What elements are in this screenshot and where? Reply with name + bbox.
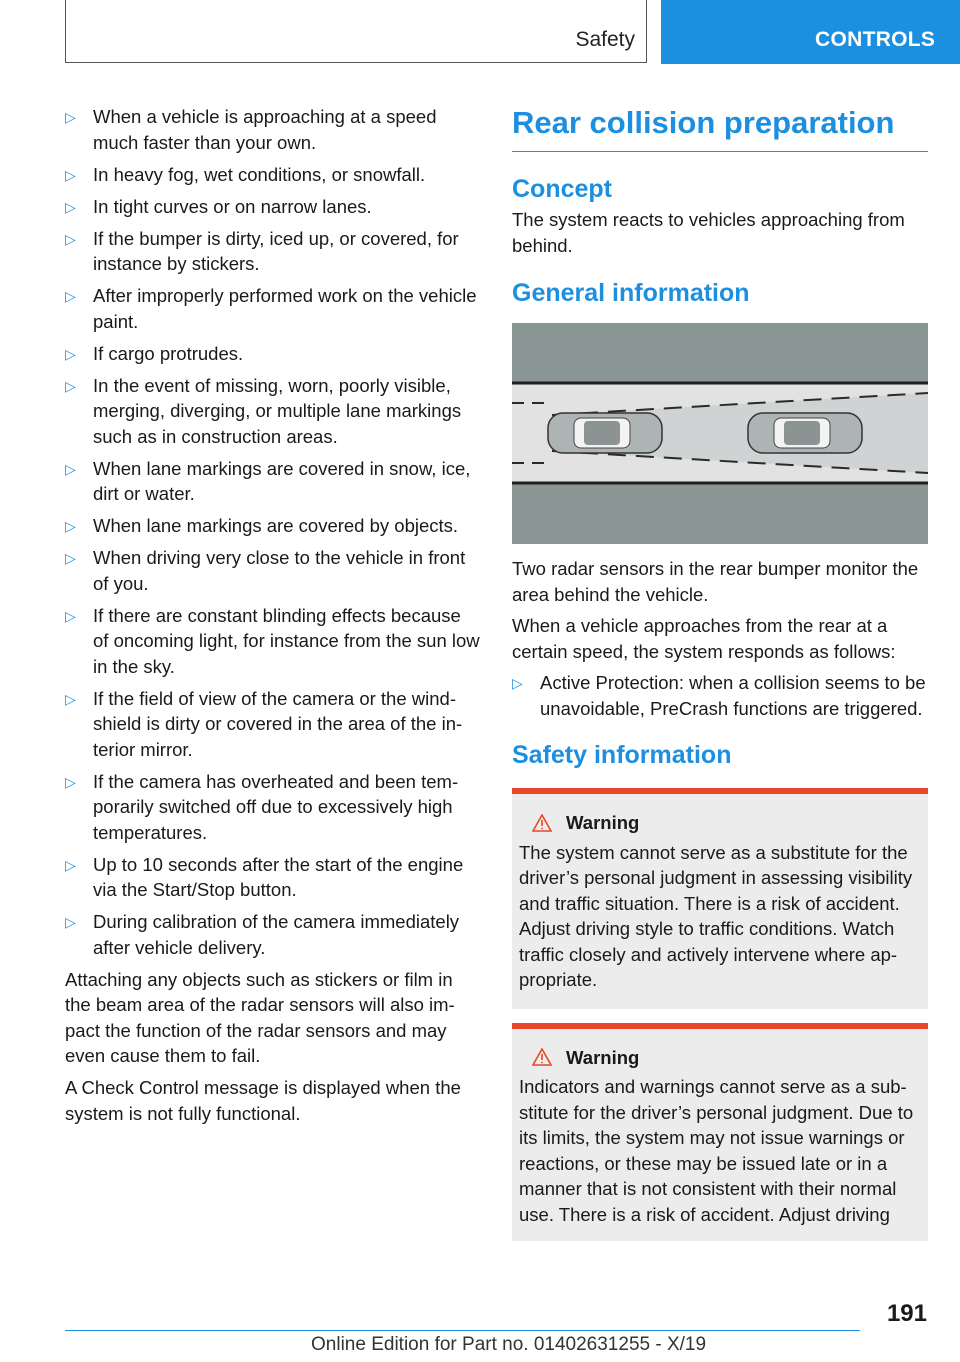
radar-objects-paragraph: Attaching any objects such as stickers or film in the beam area of the radar sensors will also impact the function of the radar sensors and may even cause them to fail. <box>65 968 455 1066</box>
list-item: ▷ Up to 10 seconds after the start of the engine via the Start/Stop button. <box>65 853 464 900</box>
chapter-tab <box>661 0 960 64</box>
list-item: ▷ When lane markings are covered by objects. <box>65 513 481 539</box>
footer-divider <box>65 1330 860 1331</box>
rear-car-icon <box>548 413 662 453</box>
triangle-bullet-icon: ▷ <box>65 198 76 215</box>
triangle-bullet-icon: ▷ <box>65 773 76 790</box>
left-column <box>65 104 481 1133</box>
header-frame <box>65 0 647 63</box>
list-item: ▷ If the bumper is dirty, iced up, or covered, for instance by stickers. <box>65 227 459 274</box>
triangle-bullet-icon: ▷ <box>65 690 76 707</box>
list-item: ▷ When driving very close to the vehicle in front of you. <box>65 547 466 594</box>
radar-illustration-graphic <box>512 323 928 544</box>
concept-heading: Concept <box>512 175 612 203</box>
triangle-bullet-icon: ▷ <box>65 607 76 624</box>
safety-info-heading: Safety information <box>512 741 732 769</box>
list-item: ▷ After improperly performed work on the vehicle paint. <box>65 285 477 332</box>
warning-box-2 <box>512 1023 928 1241</box>
page-title: Rear collision preparation <box>512 103 928 152</box>
triangle-bullet-icon: ▷ <box>65 914 76 930</box>
triangle-bullet-icon: ▷ <box>65 460 76 477</box>
list-item: ▷ In the event of missing, worn, poorly visible, merging, diverging, or multiple lane markings such as in construction areas. <box>65 374 462 447</box>
general-info-heading: General information <box>512 279 750 307</box>
section-title: Safety <box>575 28 635 51</box>
warning-title-2: Warning <box>519 1045 922 1071</box>
triangle-bullet-icon: ▷ <box>65 166 76 183</box>
triangle-bullet-icon: ▷ <box>65 550 76 566</box>
edition-text: Online Edition for Part no. 01402631255 - X/19 <box>311 1334 707 1355</box>
general-text-2: When a vehicle approaches from the rear at a certain speed, the system responds as follows: <box>512 615 896 662</box>
list-item: ▷ If the field of view of the camera or the windshield is dirty or covered in the area of the interior mirror. <box>65 687 463 760</box>
chapter-label: CONTROLS <box>815 28 936 51</box>
radar-illustration <box>512 323 928 544</box>
warning-icon <box>532 814 552 832</box>
triangle-bullet-icon: ▷ <box>65 288 76 304</box>
list-item: ▷ If there are constant blinding effects because of oncoming light, for instance from the sun low in the sky. <box>65 604 480 677</box>
list-item: ▷ When a vehicle is approaching at a speed much faster than your own. <box>65 106 437 153</box>
triangle-bullet-icon: ▷ <box>512 675 523 691</box>
concept-text: The system reacts to vehicles approaching from behind. <box>512 209 905 256</box>
warning-text-1: The system cannot serve as a substitute for the driver’s personal judgment in assessing visibility and traffic situation. There is a risk of accident. Adjust driving style to traffic conditions. Watch traffic closely and actively intervene where appropriate. <box>519 841 913 990</box>
triangle-bullet-icon: ▷ <box>65 856 76 873</box>
right-column <box>512 100 928 1241</box>
triangle-bullet-icon: ▷ <box>65 345 76 362</box>
check-control-paragraph: A Check Control message is displayed when the system is not fully functional. <box>65 1077 461 1124</box>
limitations-list <box>65 104 481 960</box>
approaching-car-icon <box>748 413 862 453</box>
warning-icon <box>532 1048 552 1066</box>
triangle-bullet-icon: ▷ <box>65 230 76 247</box>
general-text-1: Two radar sensors in the rear bumper monitor the area behind the vehicle. <box>512 558 919 605</box>
warning-box-1 <box>512 788 928 1009</box>
page-number: 191 <box>886 1300 927 1327</box>
triangle-bullet-icon: ▷ <box>65 109 76 125</box>
warning-text-2: Indicators and warnings cannot serve as a substitute for the driver’s personal judgment. Due to its limits, the system may not issue warnings or reactions, or these may be issued late or in a manner that is not consistent with their normal use. There is a risk of accident. Adjust driving <box>519 1076 914 1225</box>
list-item: ▷ In tight curves or on narrow lanes. <box>65 194 481 220</box>
list-item: ▷ During calibration of the camera immediately after vehicle delivery. <box>65 911 460 958</box>
list-item: ▷ If the camera has overheated and been temporarily switched off due to excessively high temperatures. <box>65 770 459 843</box>
list-item: ▷ When lane markings are covered in snow, ice, dirt or water. <box>65 457 471 504</box>
list-item: ▷ If cargo protrudes. <box>65 341 481 367</box>
response-list <box>512 670 928 721</box>
list-item: ▷ In heavy fog, wet conditions, or snowfall. <box>65 162 481 188</box>
list-item: ▷ Active Protection: when a collision seems to be unavoidable, PreCrash functions are triggered. <box>512 672 926 719</box>
triangle-bullet-icon: ▷ <box>65 377 76 394</box>
warning-title-1: Warning <box>519 810 922 836</box>
triangle-bullet-icon: ▷ <box>65 518 76 534</box>
